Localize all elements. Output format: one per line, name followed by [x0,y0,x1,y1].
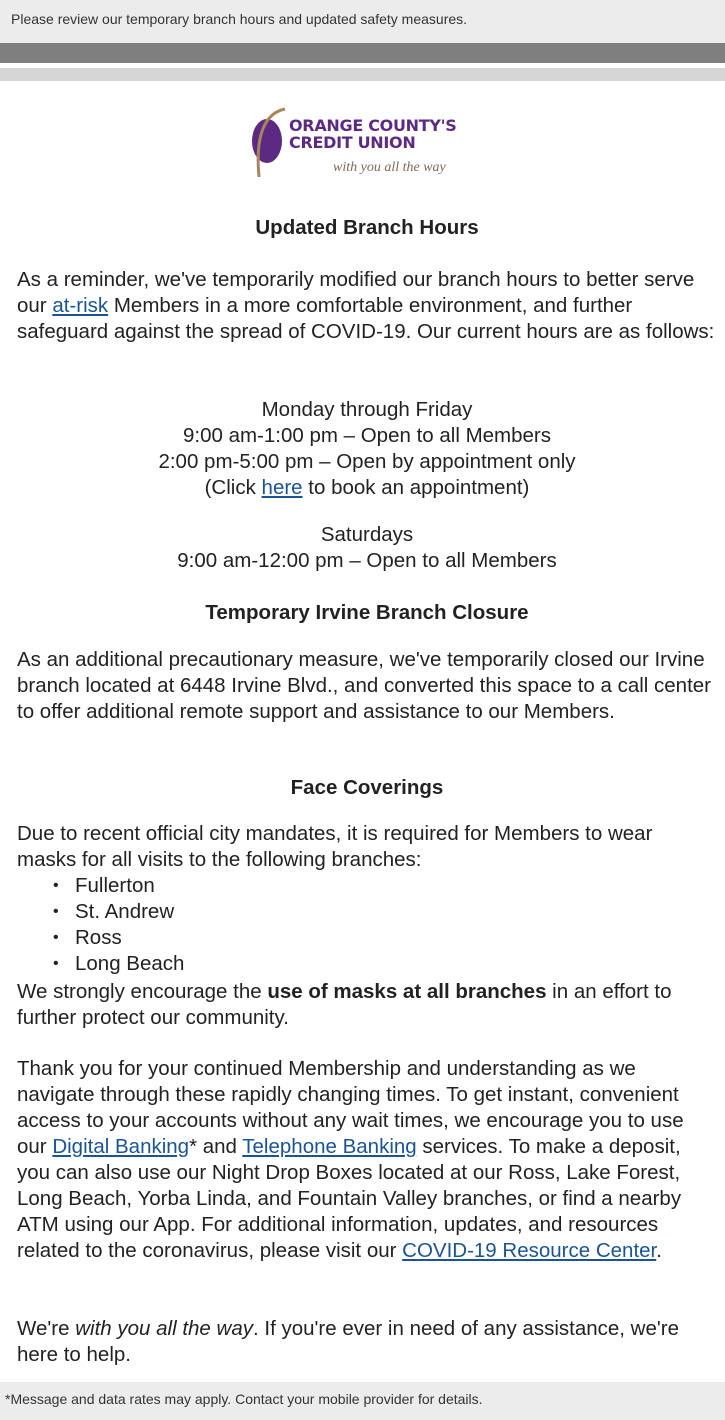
logo-line-2: CREDIT UNION [289,133,416,152]
branch-hours-text-2: Members in a more comfortable environment, and further safeguard against the spread of COVID-19. Our current hours are as follows: [17,294,715,343]
closing-text-4: . [656,1239,662,1262]
branch-hours-paragraph [17,267,717,345]
closing-paragraph [17,1056,717,1264]
list-item: • St. Andrew [75,899,184,925]
telephone-banking-link[interactable]: Telephone Banking [242,1135,417,1158]
irvine-closure-heading: Temporary Irvine Branch Closure [205,601,529,624]
covid-resource-center-link[interactable]: COVID-19 Resource Center [402,1239,657,1262]
saturday-hours: 9:00 am-12:00 pm – Open to all Members [177,549,557,572]
mask-text-bold: use of masks at all branches [267,980,547,1003]
sign-off-italic: with you all the way [75,1317,253,1340]
closing-text-2: * and [189,1135,243,1158]
preheader-text: Please review our temporary branch hours and updated safety measures. [0,0,725,43]
mask-text-1: We strongly encourage the [17,980,268,1003]
branch-hours-heading: Updated Branch Hours [255,216,479,239]
at-risk-link[interactable]: at-risk [52,294,109,317]
saturday-label: Saturdays [320,523,414,546]
header-bar-dark [0,43,725,63]
irvine-closure-paragraph: As an additional precautionary measure, we've temporarily closed our Irvine branch located at 6448 Irvine Blvd., and converted this space to a call center to offer additional remote support and assistance to our Members. [17,648,711,723]
logo-wordmark [289,117,456,151]
list-item: • Fullerton [75,873,184,899]
appointment-text-2: to book an appointment) [302,476,530,499]
logo-tagline: with you all the way [333,160,446,175]
sign-off-paragraph [17,1316,717,1368]
appointment-text-1: (Click [204,476,262,499]
face-coverings-heading: Face Coverings [290,776,444,799]
branch-list [17,873,184,977]
weekday-hours-2: 2:00 pm-5:00 pm – Open by appointment only [158,450,576,473]
closing-text-3: services. To make a deposit, you can also use our Night Drop Boxes located at our Ross, Lake Forest, Long Beach, Yorba Linda, and Fountain Valley branches, or find a nearby ATM using our App. For additional information, updates, and resources related to the coronavirus, please visit our [17,1135,682,1262]
credit-union-logo[interactable] [247,105,492,180]
closing-text-1: Thank you for your continued Membership and understanding as we navigate through these rapidly changing times. To get instant, convenient access to your accounts without any wait times, we encourage you to use our [17,1057,684,1158]
sign-off-text-1: We're [17,1317,76,1340]
weekday-hours-1: 9:00 am-1:00 pm – Open to all Members [182,424,552,447]
header-bar-light [0,68,725,81]
sign-off-text-2: . If you're ever in need of any assistance, we're here to help. [17,1317,680,1366]
mask-text-2: in an effort to further protect our community. [17,980,672,1029]
mask-encouragement [17,979,717,1031]
appointment-line [17,475,717,501]
list-item: • Long Beach [75,951,184,977]
face-coverings-intro: Due to recent official city mandates, it is required for Members to wear masks for all visits to the following branches: [17,822,653,871]
branch-hours-text-1: As a reminder, we've temporarily modified our branch hours to better serve our [17,268,695,317]
list-item: • Ross [75,925,184,951]
digital-banking-link[interactable]: Digital Banking [52,1135,190,1158]
book-appointment-link[interactable]: here [261,476,303,499]
logo-line-1: ORANGE COUNTY'S [289,116,457,135]
weekday-label: Monday through Friday [261,398,473,421]
footer-disclaimer: *Message and data rates may apply. Contact your mobile provider for details. [0,1382,725,1420]
